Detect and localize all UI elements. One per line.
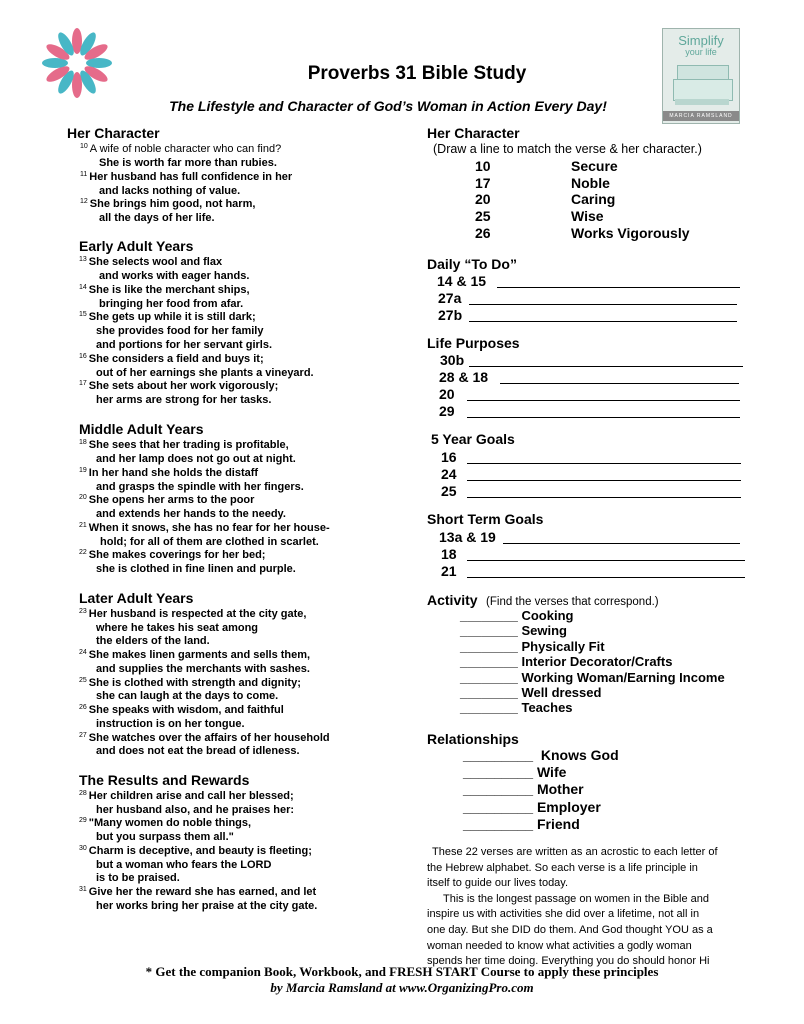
verse-22: $^{22}$ She makes coverings for her bed; bbox=[79, 549, 266, 561]
purpose-label: 20 bbox=[439, 386, 455, 402]
relationships-list bbox=[463, 747, 619, 833]
verse-19-line: and grasps the spindle with her fingers. bbox=[96, 481, 304, 493]
section-heading: Middle Adult Years bbox=[79, 421, 204, 437]
purpose-answer-line[interactable] bbox=[467, 400, 740, 401]
verse-19: $^{19}$ In her hand she holds the distaff bbox=[79, 467, 259, 479]
relationship-item[interactable]: _________ Employer bbox=[463, 798, 601, 815]
goal-answer-line[interactable] bbox=[467, 480, 741, 481]
verse-25-line: she can laugh at the days to come. bbox=[96, 690, 279, 702]
verse-12: $^{12}$ She brings him good, not harm, bbox=[80, 198, 256, 210]
match-trait: Secure bbox=[571, 158, 618, 174]
verse-15-line: she provides food for her family bbox=[96, 325, 264, 337]
section-heading: Early Adult Years bbox=[79, 238, 194, 254]
closing-line: the Hebrew alphabet. So each verse is a life principle in bbox=[427, 861, 698, 874]
match-trait: Wise bbox=[571, 208, 604, 224]
short-goal-label: 13a & 19 bbox=[439, 529, 496, 545]
short-goal-label: 21 bbox=[441, 563, 457, 579]
verse-23-line: the elders of the land. bbox=[96, 635, 210, 647]
section-heading: Relationships bbox=[427, 731, 519, 747]
activity-item[interactable]: ________ Physically Fit bbox=[460, 638, 605, 654]
match-verse: 25 bbox=[475, 208, 491, 224]
closing-line: inspire us with activities she did over a lifetime, not all in bbox=[427, 908, 700, 921]
short-goal-answer-line[interactable] bbox=[467, 577, 745, 578]
verse-29: $^{29}$ "Many women do noble things, bbox=[79, 817, 252, 829]
verse-15-line: and portions for her servant girls. bbox=[96, 339, 273, 351]
activity-item[interactable]: ________ Interior Decorator/Crafts bbox=[460, 654, 673, 670]
todo-label: 14 & 15 bbox=[437, 273, 487, 289]
verse-27-line: and does not eat the bread of idleness. bbox=[96, 745, 300, 757]
activity-item[interactable]: ________ Sewing bbox=[460, 623, 567, 639]
verse-13-line: and works with eager hands. bbox=[99, 270, 250, 282]
short-goal-answer-line[interactable] bbox=[503, 543, 740, 544]
verse-16-line: out of her earnings she plants a vineyard. bbox=[96, 367, 314, 379]
verse-27: $^{27}$ She watches over the affairs of her household bbox=[79, 732, 330, 744]
verse-12-line: all the days of her life. bbox=[99, 212, 215, 224]
match-verse: 17 bbox=[475, 175, 491, 191]
activity-item[interactable]: ________ Well dressed bbox=[460, 685, 602, 701]
footer-promo: * Get the companion Book, Workbook, and FRESH START Course to apply these principles bbox=[145, 964, 659, 979]
page-subtitle: The Lifestyle and Character of God’s Woman in Action Every Day! bbox=[169, 98, 607, 114]
short-goal-answer-line[interactable] bbox=[467, 560, 745, 561]
verse-15: $^{15}$ She gets up while it is still dark; bbox=[79, 311, 256, 323]
verse-22-line: she is clothed in fine linen and purple. bbox=[96, 563, 296, 575]
verse-29-line: but you surpass them all." bbox=[96, 831, 234, 843]
verse-24: $^{24}$ She makes linen garments and sells them, bbox=[79, 649, 311, 661]
purpose-answer-line[interactable] bbox=[467, 417, 740, 418]
activity-item[interactable]: ________ Teaches bbox=[460, 700, 573, 716]
closing-line: woman needed to know what activities a godly woman bbox=[427, 939, 692, 952]
verse-21: $^{21}$ When it snows, she has no fear for her house- bbox=[79, 522, 330, 534]
verse-18-line: and her lamp does not go out at night. bbox=[96, 453, 296, 465]
closing-paragraph bbox=[427, 845, 757, 970]
verse-21-line: hold; for all of them are clothed in scarlet. bbox=[100, 536, 319, 548]
match-trait: Noble bbox=[571, 175, 610, 191]
book-subtitle: your life bbox=[685, 47, 717, 57]
activity-item[interactable]: ________ Working Woman/Earning Income bbox=[460, 669, 725, 685]
footer-credit: by Marcia Ramsland at www.OrganizingPro.com bbox=[270, 980, 534, 995]
verse-13: $^{13}$ She selects wool and flax bbox=[79, 256, 223, 268]
relationship-item[interactable]: _________ Knows God bbox=[463, 747, 619, 763]
match-verse: 10 bbox=[475, 158, 491, 174]
section-heading: The Results and Rewards bbox=[79, 772, 250, 788]
section-heading: Her Character bbox=[427, 125, 520, 141]
verse-25: $^{25}$ She is clothed with strength and dignity; bbox=[79, 677, 301, 689]
todo-answer-line[interactable] bbox=[497, 287, 740, 288]
purpose-answer-line[interactable] bbox=[469, 366, 743, 367]
short-goal-label: 18 bbox=[441, 546, 457, 562]
verse-24-line: and supplies the merchants with sashes. bbox=[96, 663, 310, 675]
verse-28: $^{28}$ Her children arise and call her blessed; bbox=[79, 790, 294, 802]
verse-18: $^{18}$ She sees that her trading is profitable, bbox=[79, 439, 289, 451]
verse-11: $^{11}$ Her husband has full confidence in her bbox=[80, 171, 293, 183]
goal-label: 24 bbox=[441, 466, 457, 482]
purpose-label: 30b bbox=[440, 352, 465, 368]
purpose-label: 29 bbox=[439, 403, 455, 419]
verse-14-line: bringing her food from afar. bbox=[99, 298, 244, 310]
match-trait: Works Vigorously bbox=[571, 225, 690, 241]
verse-23: $^{23}$ Her husband is respected at the city gate, bbox=[79, 608, 307, 620]
match-verse: 26 bbox=[475, 225, 491, 241]
todo-answer-line[interactable] bbox=[469, 304, 737, 305]
section-heading: Daily “To Do” bbox=[427, 256, 517, 272]
verse-31: $^{31}$ Give her the reward she has earned, and let bbox=[79, 886, 317, 898]
verse-17-line: her arms are strong for her tasks. bbox=[96, 394, 272, 406]
verse-26-line: instruction is on her tongue. bbox=[96, 718, 245, 730]
section-heading: Her Character bbox=[67, 125, 160, 141]
verse-30: $^{30}$ Charm is deceptive, and beauty is fleeting; bbox=[79, 845, 312, 857]
verse-28-line: her husband also, and he praises her: bbox=[96, 804, 295, 816]
purpose-label: 28 & 18 bbox=[439, 369, 489, 385]
verse-11-line: and lacks nothing of value. bbox=[99, 185, 241, 197]
verse-30-line: is to be praised. bbox=[96, 872, 180, 884]
todo-answer-line[interactable] bbox=[469, 321, 737, 322]
match-verse: 20 bbox=[475, 191, 491, 207]
verse-10-line: She is worth far more than rubies. bbox=[99, 157, 277, 169]
goal-label: 25 bbox=[441, 483, 457, 499]
closing-line: spends her time doing. Everything you do should honor Hi bbox=[427, 955, 710, 968]
book-author: MARCIA RAMSLAND bbox=[663, 111, 739, 121]
match-trait: Caring bbox=[571, 191, 616, 207]
section-heading: Later Adult Years bbox=[79, 590, 194, 606]
verse-23-line: where he takes his seat among bbox=[96, 622, 259, 634]
goal-answer-line[interactable] bbox=[467, 463, 741, 464]
relationship-item[interactable]: _________ Friend bbox=[463, 815, 580, 832]
goal-answer-line[interactable] bbox=[467, 497, 741, 498]
todo-label: 27b bbox=[438, 307, 463, 323]
closing-line: These 22 verses are written as an acrostic to each letter of bbox=[432, 846, 718, 858]
closing-line: one day. But she DID do them. And God thought YOU as a bbox=[427, 923, 713, 936]
book-title: Simplify bbox=[678, 33, 724, 48]
purpose-answer-line[interactable] bbox=[500, 383, 739, 384]
verse-20: $^{20}$ She opens her arms to the poor bbox=[79, 494, 255, 506]
todo-label: 27a bbox=[438, 290, 462, 306]
verse-26: $^{26}$ She speaks with wisdom, and faithful bbox=[79, 704, 284, 716]
goal-label: 16 bbox=[441, 449, 457, 465]
verse-16: $^{16}$ She considers a field and buys it; bbox=[79, 353, 264, 365]
verse-14: $^{14}$ She is like the merchant ships, bbox=[79, 284, 250, 296]
section-heading: Short Term Goals bbox=[427, 511, 544, 527]
verse-30-line: but a woman who fears the LORD bbox=[96, 859, 272, 871]
verse-20-line: and extends her hands to the needy. bbox=[96, 508, 286, 520]
verse-10: $^{10}$ A wife of noble character who can find? bbox=[80, 143, 282, 155]
closing-line: This is the longest passage on women in the Bible and bbox=[443, 892, 709, 905]
instruction-text: (Draw a line to match the verse & her character.) bbox=[433, 142, 702, 156]
section-heading: Activity bbox=[427, 592, 478, 608]
activity-list bbox=[460, 608, 725, 716]
verse-17: $^{17}$ She sets about her work vigorously; bbox=[79, 380, 279, 392]
relationship-item[interactable]: _________ Mother bbox=[463, 781, 584, 798]
section-heading: 5 Year Goals bbox=[431, 431, 515, 447]
section-heading: Life Purposes bbox=[427, 335, 520, 351]
closing-line: itself to guide our lives today. bbox=[427, 877, 569, 890]
activity-item[interactable]: ________ Cooking bbox=[460, 608, 574, 623]
relationship-item[interactable]: _________ Wife bbox=[463, 764, 567, 781]
page-title: Proverbs 31 Bible Study bbox=[307, 63, 527, 84]
verse-31-line: her works bring her praise at the city gate. bbox=[96, 900, 318, 912]
activity-note: (Find the verses that correspond.) bbox=[486, 596, 659, 608]
